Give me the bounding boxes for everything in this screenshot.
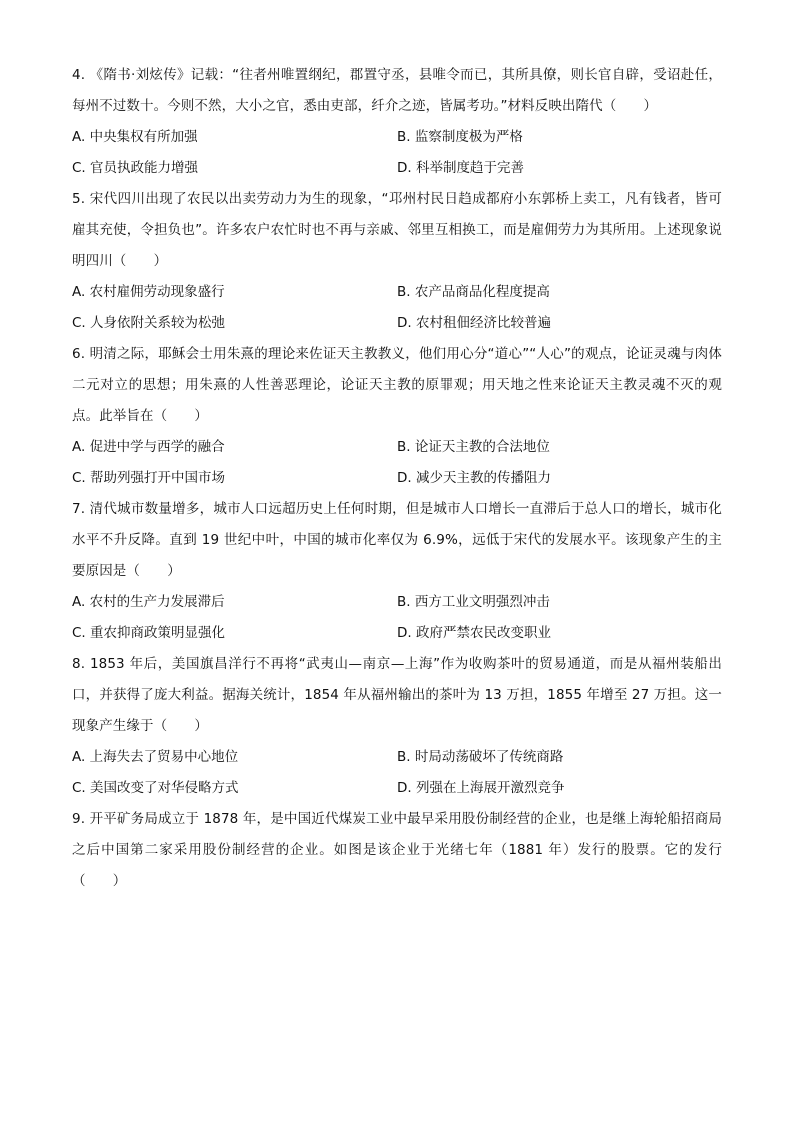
question-9-stem: 9. 开平矿务局成立于 1878 年，是中国近代煤炭工业中最早采用股份制经营的企业，也是继上海轮船招商局之后中国第二家采用股份制经营的企业。如图是该企业于光绪七年（1881 年）发行的股票。它的发行（ ） [72, 811, 722, 889]
question-5-option-c: C. 人身依附关系较为松弛 [72, 315, 226, 331]
question-8-option-b: B. 时局动荡破坏了传统商路 [397, 749, 564, 765]
question-5-option-b: B. 农产品商品化程度提高 [397, 284, 550, 300]
question-7-option-d: D. 政府严禁农民改变职业 [397, 625, 551, 641]
question-7 [72, 494, 722, 649]
question-4-options [72, 122, 722, 184]
question-6-options [72, 432, 722, 494]
question-4 [72, 60, 722, 184]
question-8-options [72, 742, 722, 804]
question-6-option-c: C. 帮助列强打开中国市场 [72, 470, 226, 486]
question-6-option-a: A. 促进中学与西学的融合 [72, 439, 225, 455]
question-8-option-c: C. 美国改变了对华侵略方式 [72, 780, 239, 796]
question-9 [72, 804, 722, 897]
question-5-option-d: D. 农村租佃经济比较普遍 [397, 315, 551, 331]
question-6-stem: 6. 明清之际，耶稣会士用朱熹的理论来佐证天主教教义，他们用心分“道心”“人心”的观点，论证灵魂与肉体二元对立的思想；用朱熹的人性善恶理论，论证天主教的原罪观；用天地之性来论证天主教灵魂不灭的观点。此举旨在（ ） [72, 346, 722, 424]
question-4-option-c: C. 官员执政能力增强 [72, 160, 199, 176]
question-7-options [72, 587, 722, 649]
question-6-option-d: D. 减少天主教的传播阻力 [397, 470, 551, 486]
question-7-stem: 7. 清代城市数量增多，城市人口远超历史上任何时期，但是城市人口增长一直滞后于总人口的增长，城市化水平不升反降。直到 19 世纪中叶，中国的城市化率仅为 6.9%，远低于宋代的发展水平。该现象产生的主要原因是（ ） [72, 501, 722, 579]
exam-page [72, 60, 722, 897]
question-7-option-c: C. 重农抑商政策明显强化 [72, 625, 226, 641]
question-5-option-a: A. 农村雇佣劳动现象盛行 [72, 284, 225, 300]
question-4-option-b: B. 监察制度极为严格 [397, 129, 523, 145]
question-4-option-d: D. 科举制度趋于完善 [397, 160, 524, 176]
question-7-option-b: B. 西方工业文明强烈冲击 [397, 594, 550, 610]
question-8 [72, 649, 722, 804]
question-8-option-d: D. 列强在上海展开激烈竞争 [397, 780, 565, 796]
question-7-option-a: A. 农村的生产力发展滞后 [72, 594, 225, 610]
question-5 [72, 184, 722, 339]
question-8-stem: 8. 1853 年后，美国旗昌洋行不再将“武夷山—南京—上海”作为收购茶叶的贸易通道，而是从福州装船出口，并获得了庞大利益。据海关统计，1854 年从福州输出的茶叶为 13 万担，1855 年增至 27 万担。这一现象产生缘于（ ） [72, 656, 722, 734]
question-5-stem: 5. 宋代四川出现了农民以出卖劳动力为生的现象，“邛州村民日趋成都府小东郭桥上卖工，凡有钱者，皆可雇其充使，令担负也”。许多农户农忙时也不再与亲戚、邻里互相换工，而是雇佣劳力为其所用。上述现象说明四川（ ） [72, 191, 722, 269]
question-6-option-b: B. 论证天主教的合法地位 [397, 439, 550, 455]
question-8-option-a: A. 上海失去了贸易中心地位 [72, 749, 239, 765]
question-6 [72, 339, 722, 494]
question-4-stem: 4. 《隋书·刘炫传》记载：“往者州唯置纲纪，郡置守丞，县唯令而已，其所具僚，则长官自辟，受诏赴任，每州不过数十。今则不然，大小之官，悉由吏部，纤介之迹，皆属考功。”材料反映出隋代（ ） [72, 67, 722, 114]
question-4-option-a: A. 中央集权有所加强 [72, 129, 198, 145]
question-5-options [72, 277, 722, 339]
